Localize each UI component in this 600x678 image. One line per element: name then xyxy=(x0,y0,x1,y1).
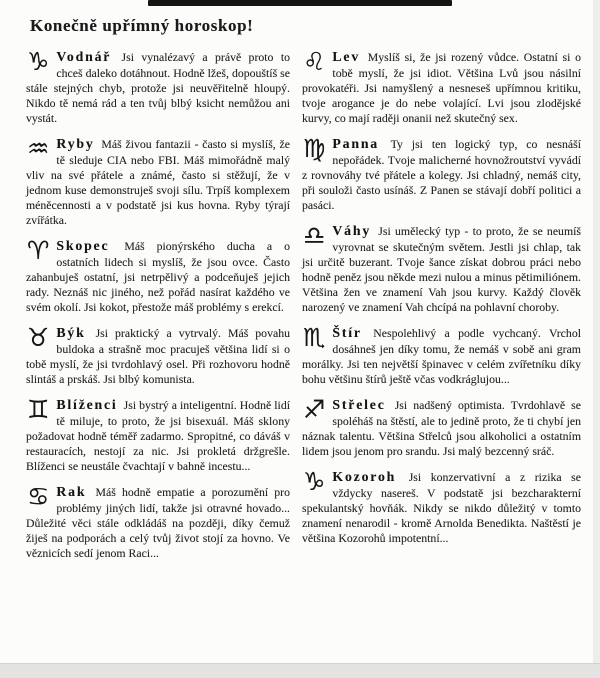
horoscope-text: Jsi nadšený optimista. Tvrdohlavě se spoléháš na štěstí, ale to jedině proto, že ti chybí jen náznak talentu. Většina Střelců jsou alkoholici a ostatním lidem jsou jenom pro srandu. Jsi malý bezcenný sráč. xyxy=(302,398,581,458)
two-column-layout xyxy=(0,48,600,570)
scan-artifact-bottom-edge xyxy=(0,663,600,678)
capricorn-icon: ♑ xyxy=(303,467,326,497)
zodiac-sign-name: Střelec xyxy=(332,397,386,413)
horoscope-text: Ty jsi ten logický typ, co nesnáší nepořádek. Tvoje malicherné hovnožroutství vyvádí z rovnováhy tvé přátele a kolegy. Jsi chladný, nemáš city, při souloži často usínáš. Z Panen se stávají dobří politici a pasáci. xyxy=(302,137,581,212)
gemini-icon: ♊ xyxy=(27,395,50,425)
horoscope-text: Jsi konzervativní a z rizika se vždycky nasereš. V podstatě jsi bezcharakterní spekulantský hovňák. Nikdy se nikdo důležitý v tomto znamení nenarodil - kromě Arnolda Benedikta. Naštěstí je většina Kozorohů impotentní... xyxy=(302,470,581,545)
horoscope-entry xyxy=(302,48,581,126)
zodiac-sign-name: Váhy xyxy=(332,223,372,239)
horoscope-text: Jsi umělecký typ - to proto, že se neumíš vyrovnat se skutečným světem. Jestli jsi chlap, tak jsi určitě buzerant. Tvoje šance získat dobrou práci nebo hodně peněz jsou někde mezi nulou a minus pětimiliónem. Většina žen ve znamení Vah jsou kurvy. Každý člověk narozený ve znamení Vah chcípá na pohlavní choroby. xyxy=(302,224,581,315)
page-title: Konečně upřímný horoskop! xyxy=(30,16,254,35)
pisces-icon: ♒ xyxy=(27,134,50,164)
zodiac-sign-name: Býk xyxy=(56,325,86,341)
zodiac-sign-name: Vodnář xyxy=(56,49,112,64)
sagittarius-icon: ♐ xyxy=(303,395,326,425)
taurus-icon: ♉ xyxy=(27,323,50,353)
aries-icon: ♈ xyxy=(27,236,50,266)
right-column xyxy=(302,48,581,570)
zodiac-sign-name: Skopec xyxy=(56,238,110,254)
horoscope-text: Myslíš si, že jsi rozený vůdce. Ostatní si o tobě myslí, že jsi idiot. Většina Lvů jsou násilní provokatéři. Jsi namyšlený a nesneseš upřímnou kritiku, tvoje arogance je do nebe volající. Lvi jsou zlodějské kurvy, co mají raději onanii než skutečný sex. xyxy=(302,50,581,125)
scan-artifact-top-bar xyxy=(148,0,452,6)
horoscope-entry xyxy=(26,48,290,126)
horoscope-entry xyxy=(26,396,290,474)
horoscope-text: Máš živou fantazii - často si myslíš, že tě sleduje CIA nebo FBI. Máš mimořádně malý vliv na své přátele a známé, často si stěžují, že v jednom kuse demonstruješ svoji sílu. Trpíš komplexem méněcennosti a v podstatě jsi kus hovna. Ryby týrají zvířátka. xyxy=(26,137,290,228)
horoscope-entry xyxy=(302,324,581,387)
horoscope-entry xyxy=(26,237,290,315)
horoscope-text: Nespolehlivý a podle vychcaný. Vrchol dosáhneš jen díky tomu, že nemáš v sobě ani gram morálky. Jsi ten největší špinavec v celém zvířetníku díky bohu většinu štírů ještě včas vodkráglujou... xyxy=(302,326,581,387)
scorpio-icon: ♏ xyxy=(303,323,326,353)
cancer-icon: ♋ xyxy=(27,482,50,512)
horoscope-entry xyxy=(26,483,290,561)
zodiac-sign-name: Panna xyxy=(332,136,379,152)
zodiac-sign-name: Rak xyxy=(56,484,87,500)
horoscope-entry xyxy=(302,135,581,213)
zodiac-sign-name: Kozoroh xyxy=(332,469,397,485)
zodiac-sign-name: Blíženci xyxy=(56,397,118,413)
horoscope-text: Jsi praktický a vytrvalý. Máš povahu buldoka a strašně moc pracuješ většina lidí si o tobě myslí, že jsi tvrdohlavý osel. Při rozhovoru hodně slintáš a prskáš. Jsi blbý komunista. xyxy=(26,326,290,387)
aquarius-icon: ♑ xyxy=(27,47,50,76)
zodiac-sign-name: Lev xyxy=(332,49,361,64)
leo-icon: ♌ xyxy=(303,47,326,76)
horoscope-entry xyxy=(26,324,290,387)
horoscope-text: Jsi vynalézavý a právě proto to chceš daleko dotáhnout. Hodně lžeš, dopouštíš se stále stejných chyb, protože jsi neuvěřitelně hloupý. Nikdo tě nemá rád a ten tvůj blbý ksicht nemůžou ani vystát. xyxy=(26,50,290,125)
horoscope-entry xyxy=(26,135,290,228)
horoscope-text: Máš hodně empatie a porozumění pro problémy jiných lidí, takže jsi otravné hovado... Důležité věci stále odkládáš na později, díky čemuž žiješ na podporách a celý tvůj život stojí za hovno. Ve věznicích sedí jenom Raci... xyxy=(26,485,290,561)
left-column xyxy=(26,48,290,570)
libra-icon: ♎ xyxy=(303,221,326,251)
horoscope-entry xyxy=(302,396,581,459)
virgo-icon: ♍ xyxy=(303,134,326,164)
horoscope-text: Máš pionýrského ducha a o ostatních lidech si myslíš, že jsou ovce. Často zahanbuješ ostatní, jsi netrpělivý a podceňuješ jejich rady. Neznáš nic jiného, než pořád nasírat každého ve svém okolí. Jsi kokot, přestože máš problémy s erekcí. xyxy=(26,239,290,315)
zodiac-sign-name: Ryby xyxy=(56,136,95,152)
horoscope-entry xyxy=(302,468,581,546)
scan-artifact-right-edge xyxy=(593,0,600,678)
horoscope-entry xyxy=(302,222,581,315)
horoscope-text: Jsi bystrý a inteligentní. Hodně lidí tě miluje, to proto, že jsi bisexuál. Máš sklony požadovat hodně téměř zadarmo. Spropitné, co dáváš v restauracích, nestojí za nic. Jsi prokletá držgrešle. Blíženci se neustále čvachtají v bahně incestu... xyxy=(26,398,290,474)
zodiac-sign-name: Štír xyxy=(332,325,362,341)
